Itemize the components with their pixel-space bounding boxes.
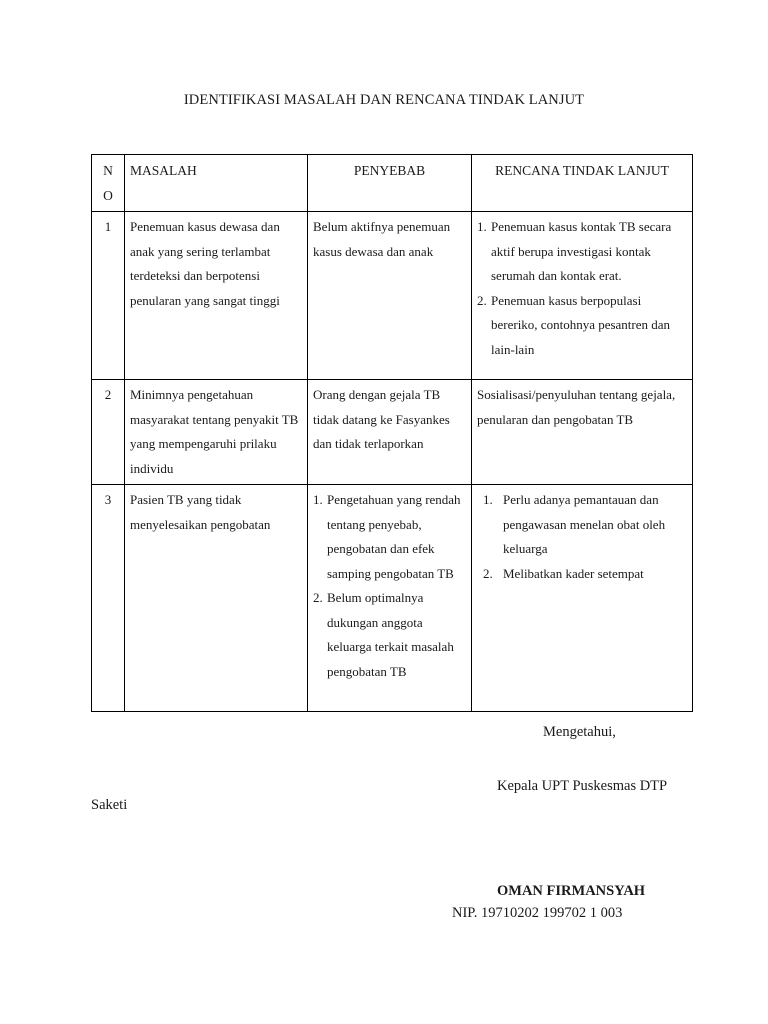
rencana-table [91,154,693,712]
list-item: 2. Melibatkan kader setempat [483,565,644,581]
signatory-nip: NIP. 19710202 199702 1 003 [452,905,623,921]
masalah-cell: Penemuan kasus dewasa dan anak yang sering terlambat terdeteksi dan berpotensi penularan yang sangat tinggi [125,212,308,380]
list-item: 1. Perlu adanya pemantauan dan pengawasan menelan obat oleh keluarga [483,492,666,556]
penyebab-cell: Orang dengan gejala TB tidak datang ke Fasyankes dan tidak terlaporkan [308,380,472,485]
mengetahui-label: Mengetahui, [543,724,616,740]
jabatan-label: Kepala UPT Puskesmas DTP [497,778,668,794]
rencana-cell [472,485,693,712]
row-number: 2 [92,380,125,485]
list-item: 1. Penemuan kasus kontak TB secara aktif berupa investigasi kontak serumah dan kontak erat. [477,219,672,283]
table-row [92,485,693,712]
penyebab-cell: Belum aktifnya penemuan kasus dewasa dan anak [308,212,472,380]
penyebab-cell [308,485,472,712]
list-item: 2. Belum optimalnya dukungan anggota keluarga terkait masalah pengobatan TB [313,590,454,679]
masalah-cell: Pasien TB yang tidak menyelesaikan pengobatan [125,485,308,712]
row-number: 3 [92,485,125,712]
rencana-list [477,488,687,586]
rencana-list [477,215,687,362]
header-rencana: RENCANA TINDAK LANJUT [472,155,693,212]
rencana-cell: Sosialisasi/penyuluhan tentang gejala, penularan dan pengobatan TB [472,380,693,485]
header-masalah: MASALAH [125,155,308,212]
signatory-name: OMAN FIRMANSYAH [497,883,646,899]
table-row [92,212,693,380]
penyebab-list [313,488,466,684]
rencana-cell [472,212,693,380]
row-number: 1 [92,212,125,380]
lokasi-label: Saketi [91,797,128,813]
masalah-cell: Minimnya pengetahuan masyarakat tentang penyakit TB yang mempengaruhi prilaku individu [125,380,308,485]
list-item: 1. Pengetahuan yang rendah tentang penyebab, pengobatan dan efek samping pengobatan TB [313,492,461,581]
table-header-row [92,155,693,212]
header-penyebab: PENYEBAB [308,155,472,212]
document-title: IDENTIFIKASI MASALAH DAN RENCANA TINDAK LANJUT [183,92,585,108]
list-item: 2. Penemuan kasus berpopulasi bereriko, contohnya pesantren dan lain-lain [477,292,671,357]
header-no: N O [92,155,125,212]
table-row [92,380,693,485]
